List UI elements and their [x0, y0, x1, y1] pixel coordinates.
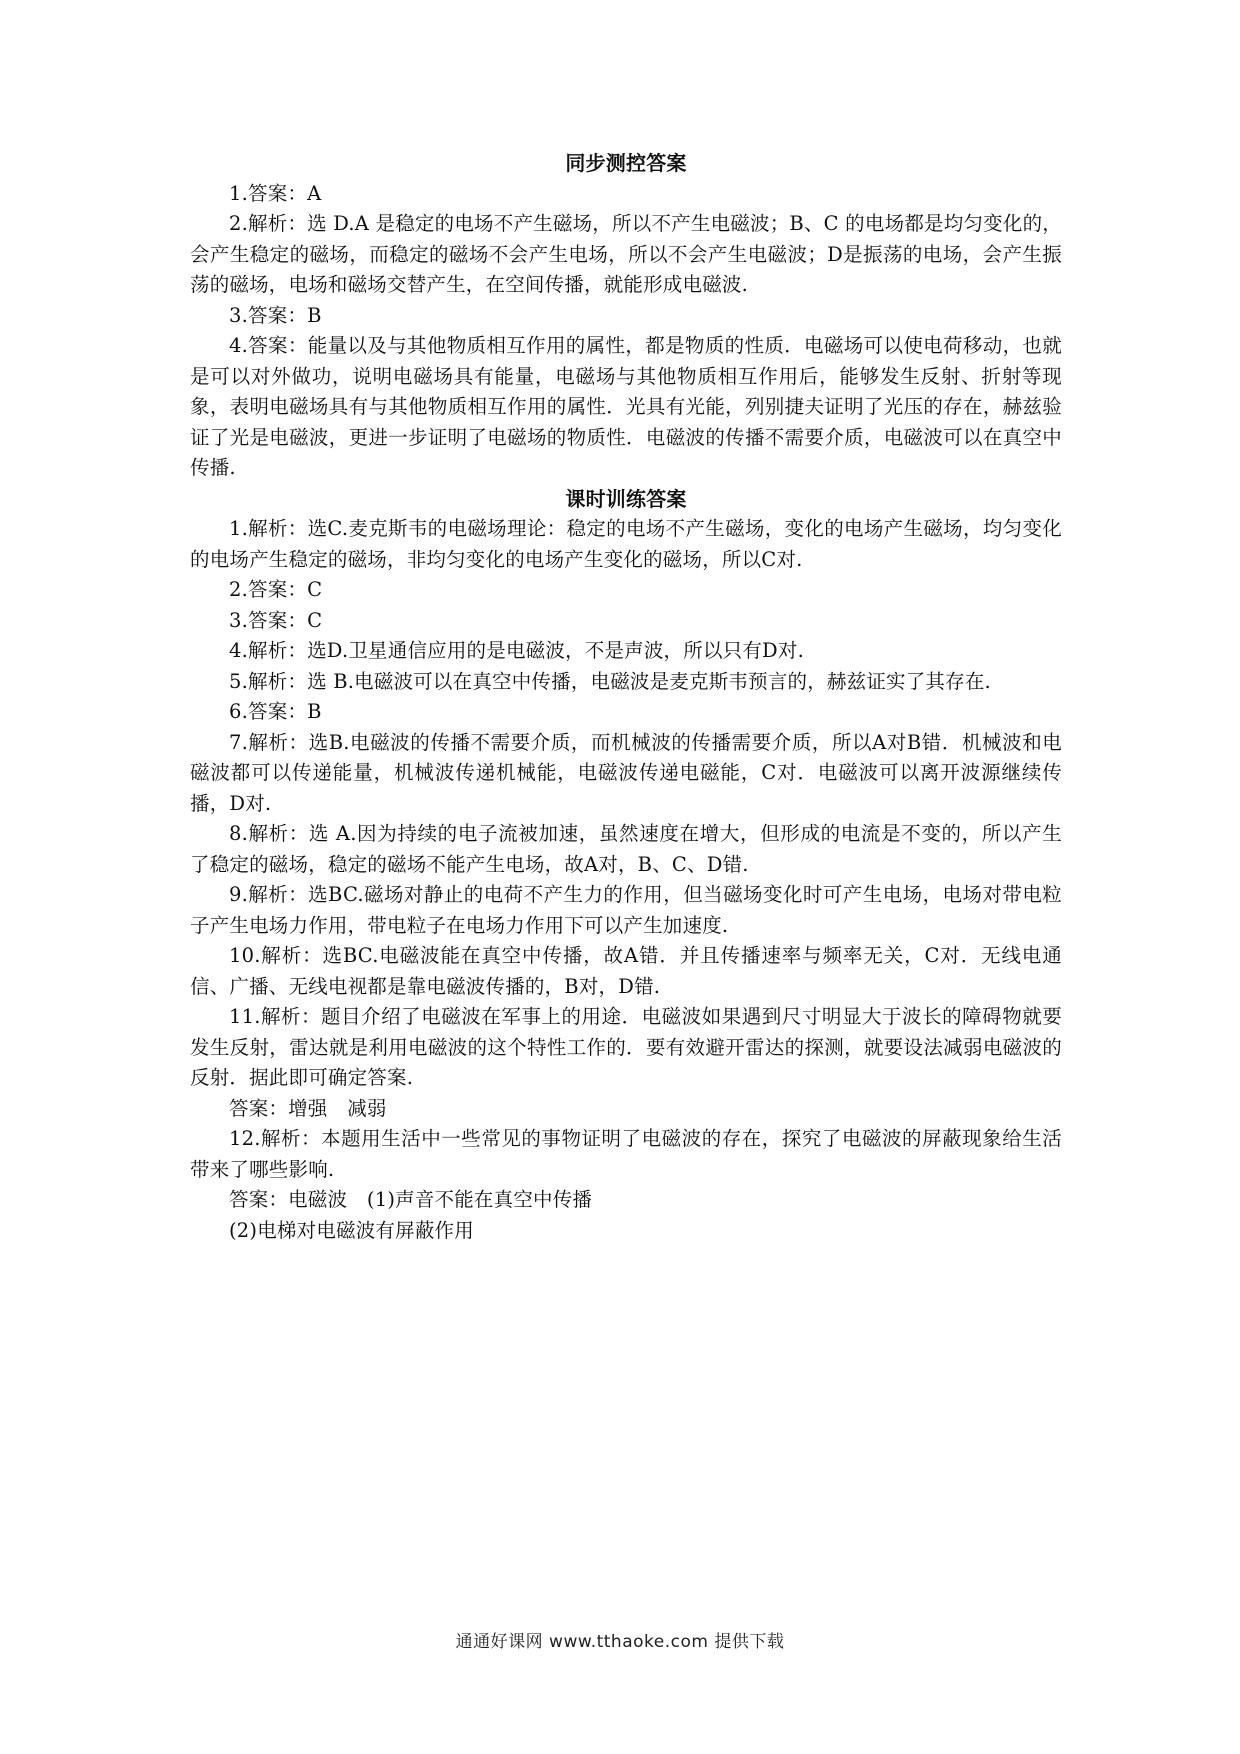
- training-answer-2: 2.答案：C: [229, 578, 323, 601]
- training-answer-12: 12.解析：本题用生活中一些常见的事物证明了电磁波的存在，探究了电磁波的屏蔽现象给生活带来了哪些影响.: [190, 1127, 1062, 1181]
- sync-answer-2: 2.解析：选 D.A 是稳定的电场不产生磁场，所以不产生电磁波；B、C 的电场都是均匀变化的，会产生稳定的磁场，而稳定的磁场不会产生电场，所以不会产生电磁波；D是振荡的电场，会产生振荡的磁场，电场和磁场交替产生，在空间传播，就能形成电磁波.: [190, 212, 1062, 296]
- training-answer-11: 11.解析：题目介绍了电磁波在军事上的用途．电磁波如果遇到尺寸明显大于波长的障碍物就要发生反射，雷达就是利用电磁波的这个特性工作的．要有效避开雷达的探测，就要设法减弱电磁波的反射．据此即可确定答案.: [190, 1005, 1062, 1089]
- sync-answer-4: 4.答案：能量以及与其他物质相互作用的属性，都是物质的性质．电磁场可以使电荷移动，也就是可以对外做功，说明电磁场具有能量，电磁场与其他物质相互作用后，能够发生反射、折射等现象，表明电磁场具有与其他物质相互作用的属性．光具有光能，列别捷夫证明了光压的存在，赫兹验证了光是电磁波，更进一步证明了电磁场的物质性．电磁波的传播不需要介质，电磁波可以在真空中传播.: [190, 334, 1062, 479]
- training-answer-12-result-1: 答案：电磁波 (1)声音不能在真空中传播: [229, 1188, 593, 1211]
- page-footer: 通通好课网 www.tthaoke.com 提供下载: [455, 1632, 785, 1652]
- sync-answer-1: 1.答案：A: [229, 181, 322, 205]
- sync-answer-3: 3.答案：B: [229, 303, 322, 327]
- training-answer-10: 10.解析：选BC.电磁波能在真空中传播，故A错．并且传播速率与频率无关，C对．无线电通信、广播、无线电视都是靠电磁波传播的，B对，D错.: [190, 944, 1062, 998]
- training-answer-3: 3.答案：C: [229, 608, 323, 632]
- answer-content: [190, 148, 1062, 1246]
- training-answer-4: 4.解析：选D.卫星通信应用的是电磁波，不是声波，所以只有D对.: [229, 639, 804, 662]
- training-answer-5: 5.解析：选 B.电磁波可以在真空中传播，电磁波是麦克斯韦预言的，赫兹证实了其存在.: [229, 669, 991, 693]
- training-answer-12-result-2: (2)电梯对电磁波有屏蔽作用: [229, 1218, 474, 1242]
- training-answer-7: 7.解析：选B.电磁波的传播不需要介质，而机械波的传播需要介质，所以A对B错．机械波和电磁波都可以传递能量，机械波传递机械能，电磁波传递电磁能，C对．电磁波可以离开波源继续传播，D对.: [190, 730, 1062, 815]
- training-answer-9: 9.解析：选BC.磁场对静止的电荷不产生力的作用，但当磁场变化时可产生电场，电场对带电粒子产生电场力作用，带电粒子在电场力作用下可以产生加速度.: [190, 883, 1062, 937]
- training-answer-8: 8.解析：选 A.因为持续的电子流被加速，虽然速度在增大，但形成的电流是不变的，所以产生了稳定的磁场，稳定的磁场不能产生电场，故A对，B、C、D错.: [190, 822, 1062, 876]
- section-title-lesson-training: 课时训练答案: [565, 486, 687, 511]
- section-title-sync-test: 同步测控答案: [565, 151, 687, 175]
- training-answer-6: 6.答案：B: [229, 700, 322, 723]
- training-answer-1: 1.解析：选C.麦克斯韦的电磁场理论：稳定的电场不产生磁场，变化的电场产生磁场，均匀变化的电场产生稳定的磁场，非均匀变化的电场产生变化的磁场，所以C对.: [190, 517, 1062, 571]
- training-answer-11-result: 答案：增强 减弱: [229, 1096, 387, 1120]
